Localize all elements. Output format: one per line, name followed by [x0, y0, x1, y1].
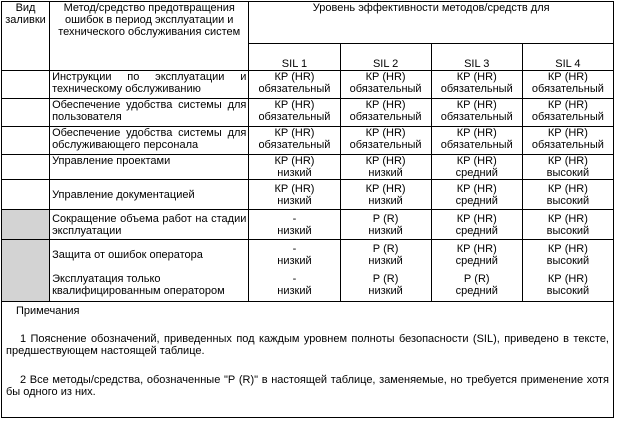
table-row — [2, 210, 614, 240]
sil-cell: КР (HR) обязательный — [522, 99, 613, 127]
fill-type-cell — [2, 155, 50, 180]
table-row — [2, 180, 614, 210]
sil-cell: Р (R) низкий — [340, 270, 431, 302]
fill-type-cell-gray — [2, 210, 50, 240]
fill-type-cell — [2, 127, 50, 155]
fill-type-cell — [2, 71, 50, 99]
fill-type-cell — [2, 99, 50, 127]
method-cell: Обеспечение удобства системы для обслуживающего персонала — [50, 127, 249, 155]
notes-cell — [2, 302, 614, 418]
sil-cell: КР (HR) высокий — [522, 180, 613, 210]
sil-cell: КР (HR) низкий — [249, 155, 340, 180]
sil-cell: КР (HR) высокий — [522, 155, 613, 180]
sil-cell: КР (HR) высокий — [522, 270, 613, 302]
sil-cell: КР (HR) обязательный — [249, 127, 340, 155]
sil-cell: Р (R) низкий — [340, 240, 431, 270]
note-item: 1 Пояснение обозначений, приведенных под каждым уровнем полноты безопасности (SIL), приведено в тексте, предшествующем настоящей таблице. — [6, 333, 609, 357]
table-row — [2, 155, 614, 180]
sil-cell: КР (HR) высокий — [522, 210, 613, 240]
sil-cell: КР (HR) средний — [431, 240, 522, 270]
sil-cell: КР (HR) обязательный — [431, 127, 522, 155]
notes-title: Примечания — [16, 305, 80, 317]
document-sheet — [1, 1, 614, 441]
sil-cell: КР (HR) обязательный — [522, 71, 613, 99]
sil-methods-table — [1, 1, 614, 418]
header-level: Уровень эффективности методов/средств для — [249, 2, 614, 44]
header-sil-4: SIL 4 — [522, 44, 613, 71]
table-row — [2, 71, 614, 99]
method-cell: Управление проектами — [50, 155, 249, 180]
sil-cell: КР (HR) обязательный — [249, 99, 340, 127]
sil-cell: Р (R) низкий — [340, 210, 431, 240]
sil-cell: КР (HR) обязательный — [249, 71, 340, 99]
sil-cell: Р (R) средний — [431, 270, 522, 302]
sil-cell: КР (HR) низкий — [340, 180, 431, 210]
table-row — [2, 99, 614, 127]
method-cell: Сокращение объема работ на стадии эксплуатации — [50, 210, 249, 240]
method-cell: Защита от ошибок оператора — [50, 240, 249, 270]
notes-row — [2, 302, 614, 418]
table-row — [2, 270, 614, 302]
fill-type-cell — [2, 180, 50, 210]
sil-cell: КР (HR) средний — [431, 155, 522, 180]
table-row — [2, 240, 614, 270]
sil-cell: КР (HR) обязательный — [431, 71, 522, 99]
sil-cell: КР (HR) средний — [431, 210, 522, 240]
method-cell: Эксплуатация только квалифицированным оператором — [50, 270, 249, 302]
method-cell: Управление документацией — [50, 180, 249, 210]
note-item: 2 Все методы/средства, обозначенные "Р (R)" в настоящей таблице, заменяемые, но требуется применение хотя бы одного из них. — [6, 374, 609, 398]
fill-type-cell-gray — [2, 240, 50, 302]
sil-cell: КР (HR) высокий — [522, 240, 613, 270]
header-sil-1: SIL 1 — [249, 44, 340, 71]
method-cell: Обеспечение удобства системы для пользователя — [50, 99, 249, 127]
sil-cell: - низкий — [249, 270, 340, 302]
sil-cell: - низкий — [249, 210, 340, 240]
sil-cell: КР (HR) средний — [431, 180, 522, 210]
sil-cell: КР (HR) обязательный — [522, 127, 613, 155]
header-sil-3: SIL 3 — [431, 44, 522, 71]
method-cell: Инструкции по эксплуатации и техническому обслуживанию — [50, 71, 249, 99]
sil-cell: КР (HR) низкий — [249, 180, 340, 210]
sil-cell: - низкий — [249, 240, 340, 270]
table-row — [2, 127, 614, 155]
sil-cell: КР (HR) низкий — [340, 155, 431, 180]
sil-cell: КР (HR) обязательный — [340, 99, 431, 127]
sil-cell: КР (HR) обязательный — [431, 99, 522, 127]
header-method: Метод/средство предотвращения ошибок в период эксплуатации и технического обслуживания систем — [50, 2, 249, 71]
header-sil-2: SIL 2 — [340, 44, 431, 71]
sil-cell: КР (HR) обязательный — [340, 71, 431, 99]
header-fill-type: Вид заливки — [2, 2, 50, 71]
sil-cell: КР (HR) обязательный — [340, 127, 431, 155]
